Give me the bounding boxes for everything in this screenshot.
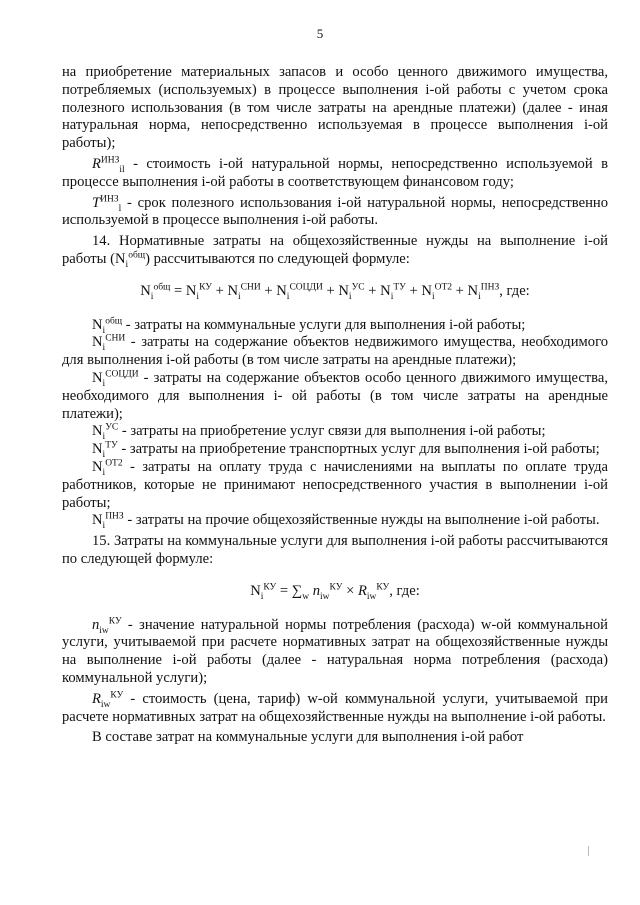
definition-n-ku: $n_{iw}^{КУ}$ - значение натуральной нормы потребления (расхода) w-ой коммунальной услуги, учитываемой при расчете нормативных затрат на общехозяйственные нужды на выполнение i-ой работы (далее - натуральная норма потребления (расхода) коммунальной услуги);: [62, 615, 608, 686]
formula-general-needs: $N_i^{общ} = N_i^{КУ} + N_i^{СНИ} + N_i^{СОЦДИ} + N_i^{УС} + N_i^{ТУ} + N_i^{ОТ2} + N_i^{ПНЗ}$, где:: [140, 282, 530, 302]
document-body: [62, 64, 608, 747]
definition-n-tu: $N_i^{ТУ}$ - затраты на приобретение транспортных услуг для выполнения i-ой работы;: [92, 440, 600, 461]
definition-r-inz: $R^{ИНЗ}_{il}$ - стоимость i-ой натуральной нормы, непосредственно используемой в процессе выполнения i-ой работы в соответствующем финансовом году;: [62, 155, 608, 190]
definition-n-us: $N_i^{УС}$ - затраты на приобретение услуг связи для выполнения i-ой работы;: [92, 422, 546, 443]
definition-n-sni: $N_i^{СНИ}$ - затраты на содержание объектов недвижимого имущества, необходимого для выполнения i-ой работы (в том числе затраты на арендные платежи);: [62, 333, 608, 369]
paragraph-15: 15. Затраты на коммунальные услуги для выполнения i-ой работы рассчитываются по следующей формуле:: [62, 533, 608, 567]
definition-n-socdi: $N_i^{СОЦДИ}$ - затраты на содержание объектов особо ценного движимого имущества, необходимого для выполнения i- ой работы (в том числе затраты на арендные платежи);: [62, 369, 608, 422]
paragraph-last: В составе затрат на коммунальные услуги для выполнения i-ой работ: [92, 729, 524, 746]
definition-n-obsh: $N_i^{общ}$ - затраты на коммунальные услуги для выполнения i-ой работы;: [92, 315, 526, 336]
paragraph-intro: на приобретение материальных запасов и особо ценного движимого имущества, потребляемых (используемых) в процессе выполнения i-ой работы с учетом срока полезного использования (в том числе затраты на арендные платежи) (далее - иная натуральная норма, непосредственно используемая в процессе выполнения i-ой работы);: [62, 64, 608, 152]
definition-t-inz: $T^{ИНЗ}_l$ - срок полезного использования i-ой натуральной нормы, непосредственно используемой в процессе выполнения i-ой работы.: [62, 193, 608, 229]
formula-utilities: $N_i^{КУ} = \sum_w$ $n_{iw}^{КУ} \times R_{iw}^{КУ}$, где:: [250, 582, 420, 602]
page-number: 5: [316, 26, 324, 41]
definition-n-pnz: $N_i^{ПНЗ}$ - затраты на прочие общехозяйственные нужды на выполнение i-ой работы.: [92, 511, 600, 532]
definition-r-ku: $R_{iw}^{КУ}$ - стоимость (цена, тариф) w-ой коммунальной услуги, учитываемой при расчете нормативных затрат на общехозяйственные нужды на выполнение i-ой работы.: [62, 690, 608, 725]
scan-mark: [588, 846, 589, 856]
paragraph-14: 14. Нормативные затраты на общехозяйственные нужды на выполнение i-ой работы $(N_i^{общ})$ рассчитываются по следующей формуле:: [62, 233, 608, 270]
definition-n-ot2: $N_i^{ОТ2}$ - затраты на оплату труда с начислениями на выплаты по оплате труда работников, которые не принимают непосредственного участия в выполнении i-ой работы;: [62, 458, 608, 511]
